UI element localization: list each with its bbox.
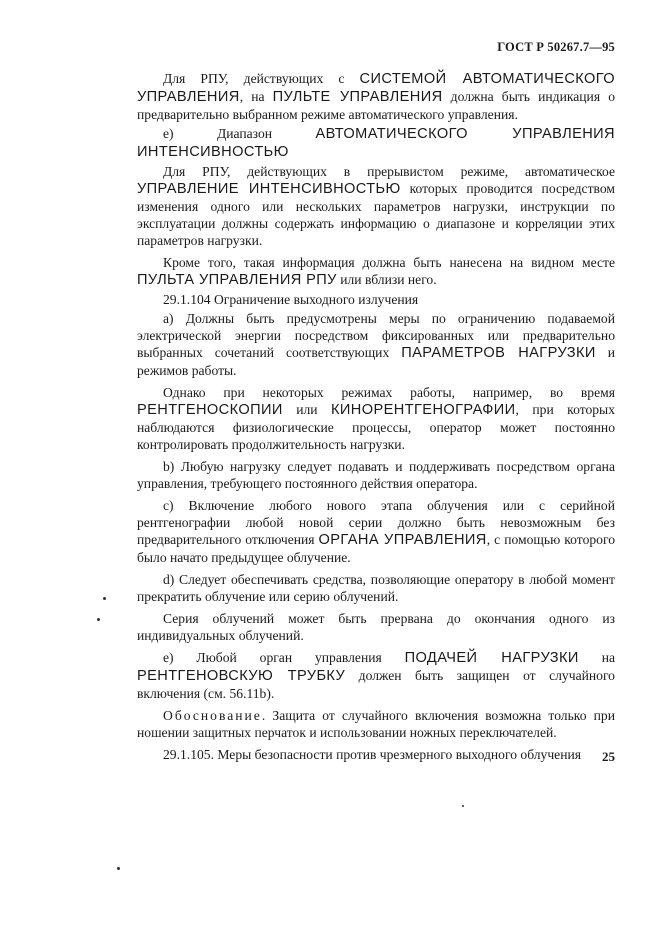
scan-speck	[117, 867, 120, 870]
paragraph-d-stop-means	[137, 571, 615, 605]
page-number: 25	[602, 749, 615, 764]
text-run: , с помощью которого было начато предыдущее облучение.	[137, 532, 615, 565]
text-run: с) Включение любого нового этапа облучения или с серийной рентгенографии любой новой серии должно быть невозможным без предварительного отключения	[137, 498, 615, 547]
text-run: е) Диапазон	[163, 126, 316, 141]
text-run: или вблизи него.	[336, 272, 437, 287]
text-run: Серия облучений может быть прервана до окончания одного из индивидуальных облучений.	[137, 611, 615, 643]
term-run: УПРАВЛЕНИЕ ИНТЕНСИВНОСТЬЮ	[137, 181, 401, 197]
term-run: КИНОРЕНТГЕНОГРАФИИ	[331, 402, 516, 418]
text-run: Для РПУ, действующих с	[163, 71, 360, 86]
text-run: должен быть защищен от случайного включения (см. 56.11b).	[137, 668, 615, 701]
term-run: ПУЛЬТА УПРАВЛЕНИЯ РПУ	[137, 272, 337, 288]
term-run: СИСТЕМОЙ АВТОМАТИЧЕСКОГО УПРАВЛЕНИЯ	[137, 71, 616, 105]
text-run: е) Любой орган управления	[163, 650, 405, 665]
text-run: которых проводится посредством изменения одного или нескольких параметров нагрузки, инструкции по эксплуатации должны содержать информацию о диапазоне и корреляции этих параметров нагрузки.	[137, 181, 615, 248]
text-run: Кроме того, такая информация должна быть нанесена на видном месте	[163, 255, 615, 270]
rationale-label: Обоснование	[163, 708, 262, 723]
term-run: ПОДАЧЕЙ НАГРУЗКИ	[404, 650, 579, 666]
term-run: ОРГАНА УПРАВЛЕНИЯ	[318, 532, 487, 548]
text-run: , на	[239, 89, 273, 104]
paragraph-c-new-stage	[137, 497, 615, 566]
text-run: , при которых наблюдаются физиологические процессы, оператор может постоянно контролировать продолжительность нагрузки.	[137, 402, 615, 452]
term-run: РЕНТГЕНОВСКУЮ ТРУБКУ	[137, 668, 346, 684]
scan-speck	[97, 618, 100, 621]
text-run: и режимов работы.	[137, 345, 615, 378]
text-run: на	[578, 650, 615, 665]
text-run: а) Должны быть предусмотрены меры по ограничению подаваемой электрической энергии посредством фиксированных или предварительно выбранных сочетаний соответствующих	[137, 311, 615, 360]
scan-speck	[462, 805, 464, 807]
text-run: должна быть индикация о предварительно выбранном режиме автоматического управления.	[137, 89, 615, 122]
term-run: ПАРАМЕТРОВ НАГРУЗКИ	[401, 345, 596, 361]
section-heading-29-1-104	[137, 291, 615, 308]
paragraph-fluoroscopy-exception	[137, 384, 615, 453]
paragraph-intermittent-mode	[137, 163, 615, 249]
text-run: Однако при некоторых режимах работы, например, во время	[163, 385, 615, 400]
term-run: АВТОМАТИЧЕСКОГО УПРАВЛЕНИЯ ИНТЕНСИВНОСТЬЮ	[137, 126, 615, 160]
paragraph-e-intensity-range	[137, 125, 615, 161]
text-run: . Защита от случайного включения возможна только при ношении защитных перчаток и использовании ножных переключателей.	[137, 708, 615, 740]
paragraph-b-deadman-control	[137, 458, 615, 492]
paragraph-series-interrupt	[137, 610, 615, 644]
section-heading-29-1-105	[137, 746, 615, 763]
text-run: 29.1.104 Ограничение выходного излучения	[163, 292, 419, 307]
document-code-header: ГОСТ Р 50267.7—95	[497, 40, 615, 54]
paragraph-a-energy-limits	[137, 310, 615, 379]
paragraph-rationale	[137, 707, 615, 741]
term-run: РЕНТГЕНОСКОПИИ	[137, 402, 283, 418]
text-run: b) Любую нагрузку следует подавать и поддерживать посредством органа управления, требующего постоянного действия оператора.	[137, 459, 615, 491]
paragraph-info-placement	[137, 254, 615, 289]
text-run: 29.1.105. Меры безопасности против чрезмерного выходного облучения	[163, 747, 582, 762]
term-run: ПУЛЬТЕ УПРАВЛЕНИЯ	[272, 89, 443, 105]
text-run: Для РПУ, действующих в прерывистом режиме, автоматическое	[163, 164, 615, 179]
text-run: d) Следует обеспечивать средства, позволяющие оператору в любой момент прекратить облучение или серию облучений.	[137, 572, 615, 604]
text-run: или	[282, 402, 331, 417]
scan-speck	[103, 597, 106, 600]
paragraph-auto-control-indication	[137, 70, 615, 123]
paragraph-e-load-control-protection	[137, 649, 615, 702]
document-body	[137, 70, 615, 768]
